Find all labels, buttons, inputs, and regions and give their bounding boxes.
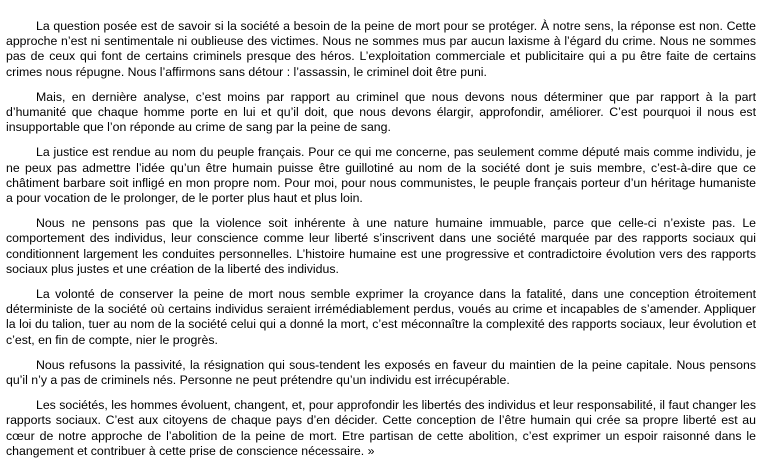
paragraph-4: Nous ne pensons pas que la violence soit inhérente à une nature humaine immuable, parce que celle-ci n’existe pas. Le comportement des individus, leur conscience comme leur liberté s’inscrivent dans une société marquée par des rapports sociaux qui conditionnent largement les conduites personnelles. L’histoire humaine est une progressive et contradictoire évolution vers des rapports sociaux plus justes et une création de la liberté des individus. (6, 216, 756, 276)
paragraph-6: Nous refusons la passivité, la résignation qui sous-tendent les exposés en faveur du maintien de la peine capitale. Nous pensons qu’il n’y a pas de criminels nés. Personne ne peut prétendre qu’un individu est irrécupérable. (6, 357, 756, 388)
paragraph-7: Les sociétés, les hommes évoluent, changent, et, pour approfondir les libertés des individus et leur responsabilité, il faut changer les rapports sociaux. C’est aux citoyens de chaque pays d’en décider. Cette conception de l’être humain qui crée sa propre liberté est au cœur de notre approche de l’abolition de la peine de mort. Etre partisan de cette abolition, c’est exprimer un espoir raisonné dans le changement et contribuer à cette prise de conscience nécessaire. » (6, 398, 756, 458)
paragraph-5: La volonté de conserver la peine de mort nous semble exprimer la croyance dans la fatalité, dans une conception étroitement déterministe de la société où certains individus seraient irrémédiablement perdus, voués au crime et incapables de s’amender. Appliquer la loi du talion, tuer au nom de la société celui qui a donné la mort, c’est méconnaître la complexité des rapports sociaux, leur évolution et c’est, en fin de compte, nier le progrès. (6, 287, 756, 347)
document-body (6, 19, 756, 469)
paragraph-1: La question posée est de savoir si la société a besoin de la peine de mort pour se protéger. À notre sens, la réponse est non. Cette approche n’est ni sentimentale ni oublieuse des victimes. Nous ne sommes mus par aucun laxisme à l’égard du crime. Nous ne sommes pas de ceux qui font de certains criminels presque des héros. L’exploitation commerciale et publicitaire qui a pu être faite de certains crimes nous répugne. Nous l’affirmons sans détour : l’assassin, le criminel doit être puni. (6, 19, 756, 79)
paragraph-3: La justice est rendue au nom du peuple français. Pour ce qui me concerne, pas seulement comme député mais comme individu, je ne peux pas admettre l’idée qu’un être humain puisse être guillotiné au nom de la société dont je suis membre, c’est-à-dire que ce châtiment barbare soit infligé en mon propre nom. Pour moi, pour nous communistes, le peuple français porteur d’un héritage humaniste a pour vocation de le prolonger, de le porter plus haut et plus loin. (6, 145, 756, 206)
paragraph-2: Mais, en dernière analyse, c’est moins par rapport au criminel que nous devons nous déterminer que par rapport à la part d’humanité que chaque homme porte en lui et qu’il doit, que nous devons élargir, approfondir, améliorer. C’est pourquoi il nous est insupportable que l’on réponde au crime de sang par la peine de sang. (6, 89, 756, 135)
